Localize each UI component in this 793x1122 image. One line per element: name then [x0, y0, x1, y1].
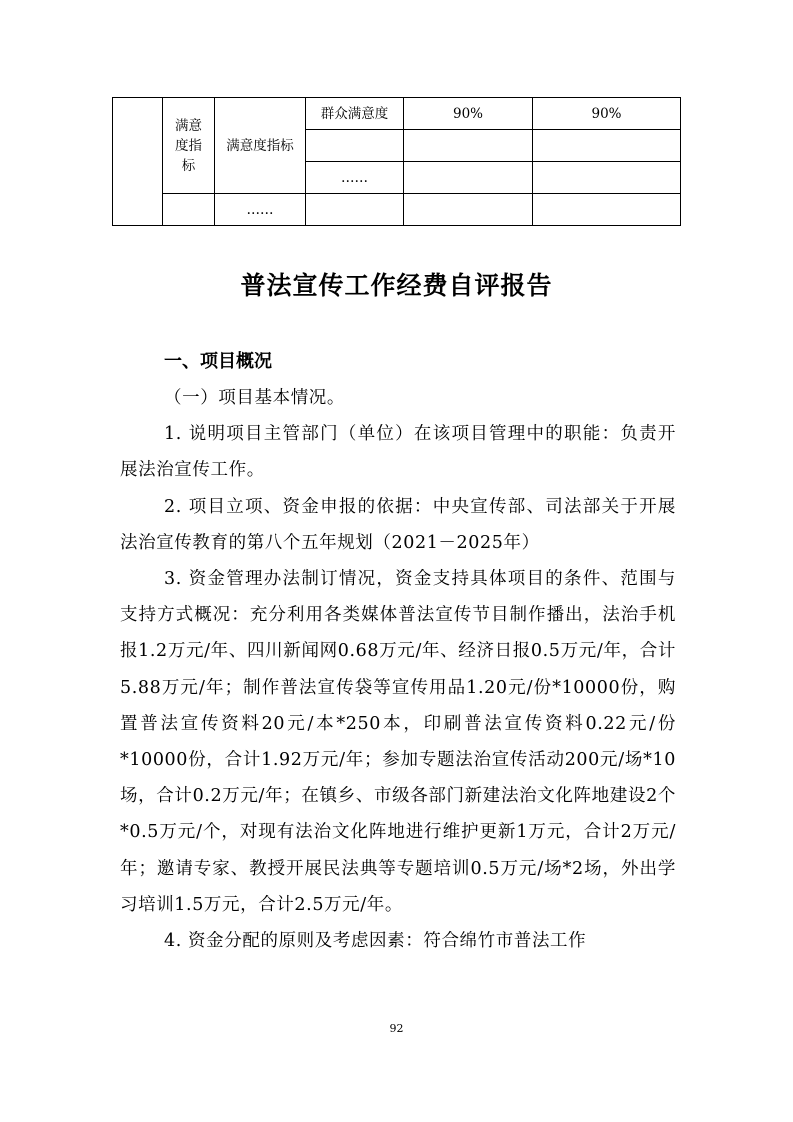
paragraph: 4. 资金分配的原则及考虑因素：符合绵竹市普法工作 [164, 931, 587, 952]
paragraph: 2. 项目立项、资金申报的依据：中央宣传部、司法部关于开展法治宣传教育的第八个五年规划（2021－2025年） [120, 496, 676, 553]
table-ellipsis-cell: …… [215, 194, 306, 226]
table-empty-cell [404, 130, 533, 162]
table-target-cell: 90% [404, 98, 533, 130]
report-body [120, 380, 676, 959]
table-blank-cell [113, 98, 163, 226]
table-empty-cell [306, 130, 404, 162]
table-level2-cell: 满意度指标 [215, 98, 306, 194]
paragraph: 1. 说明项目主管部门（单位）在该项目管理中的职能：负责开展法治宣传工作。 [120, 424, 676, 481]
table-empty-cell [533, 162, 681, 194]
paragraph: 3. 资金管理办法制订情况，资金支持具体项目的条件、范围与支持方式概况：充分利用各类媒体普法宣传节目制作播出，法治手机报1.2万元/年、四川新闻网0.68万元/年、经济日报0.5万元/年，合计5.88万元/年；制作普法宣传袋等宣传用品1.20元/份*10000份，购置普法宣传资料20元/本*250本，印刷普法宣传资料0.22元/份*10000份，合计1.92万元/年；参加专题法治宣传活动200元/场*10场，合计0.2万元/年；在镇乡、市级各部门新建法治文化阵地建设2个*0.5万元/个，对现有法治文化阵地进行维护更新1万元，合计2万元/年；邀请专家、教授开展民法典等专题培训0.5万元/场*2场，外出学习培训1.5万元，合计2.5万元/年。 [120, 569, 676, 915]
table-level1-cell: 满意度指标 [163, 98, 215, 194]
table-ellipsis-cell: …… [306, 162, 404, 194]
table-empty-cell [533, 194, 681, 226]
performance-indicator-table [112, 97, 681, 226]
table-actual-cell: 90% [533, 98, 681, 130]
paragraph: （一）项目基本情况。 [164, 388, 345, 408]
report-title: 普法宣传工作经费自评报告 [240, 271, 553, 300]
table-empty-cell [404, 162, 533, 194]
table-empty-cell [306, 194, 404, 226]
table-empty-cell [163, 194, 215, 226]
table-empty-cell [404, 194, 533, 226]
page-number: 92 [389, 1022, 404, 1035]
table-indicator-cell: 群众满意度 [306, 98, 404, 130]
table-empty-cell [533, 130, 681, 162]
section-heading: 一、项目概况 [164, 351, 272, 372]
